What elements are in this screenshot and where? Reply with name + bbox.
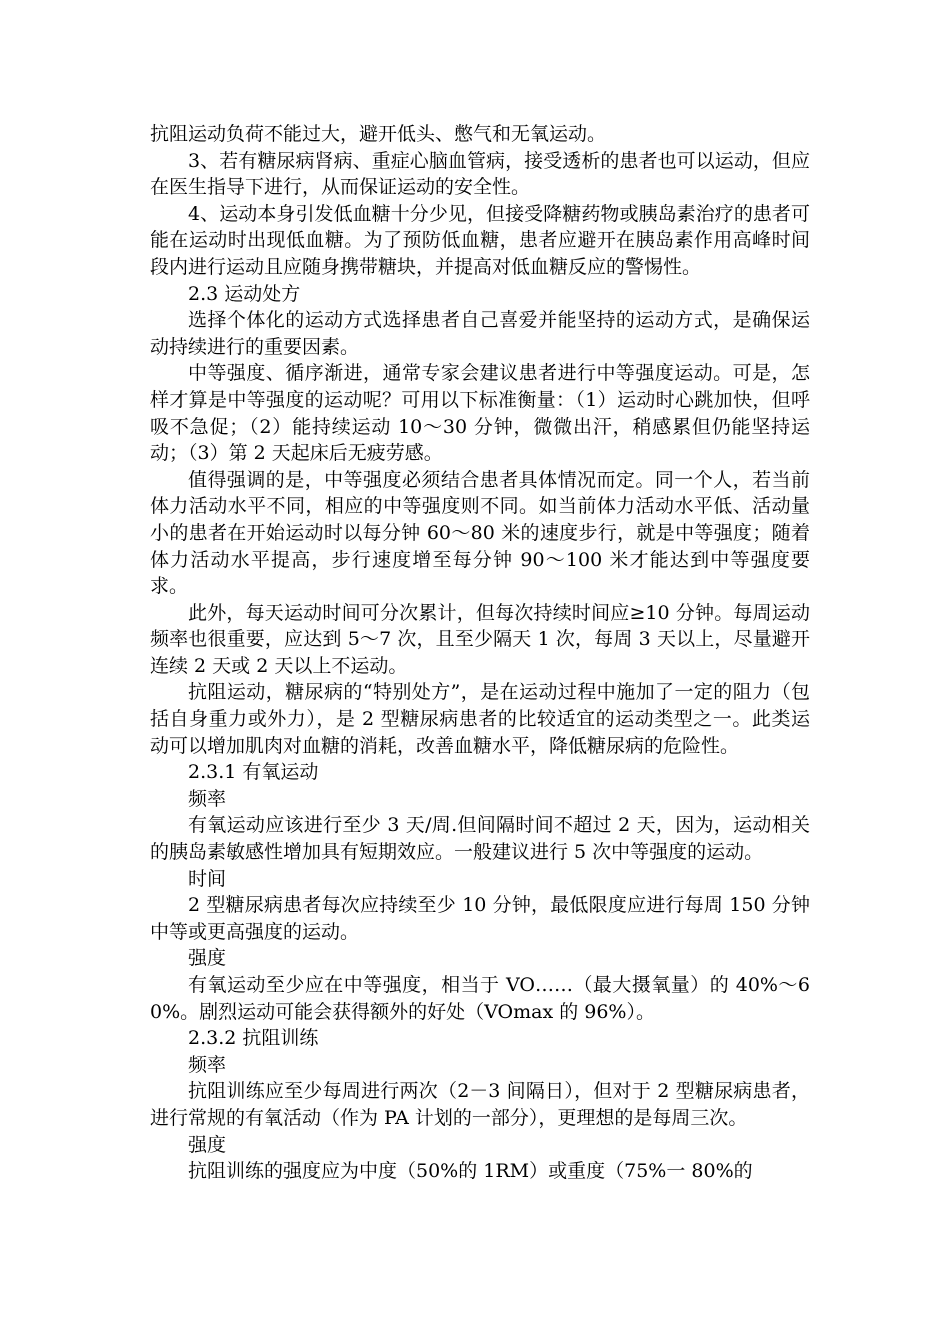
document-page	[150, 121, 810, 1185]
subheading: 强度	[188, 947, 227, 970]
subsection-heading: 2.3.1 有氧运动	[188, 761, 319, 784]
subsection-heading: 2.3.2 抗阻训练	[188, 1027, 319, 1050]
paragraph: 2 型糖尿病患者每次应持续至少 10 分钟，最低限度应进行每周 150 分钟中等或更高强度的运动。	[150, 894, 810, 943]
subheading: 强度	[188, 1133, 227, 1156]
paragraph: 值得强调的是，中等强度必须结合患者具体情况而定。同一个人，若当前体力活动水平不同，相应的中等强度则不同。如当前体力活动水平低、活动量小的患者在开始运动时以每分钟 60～80 米的速度步行，就是中等强度；随着体力活动水平提高，步行速度增至每分钟 90～100 米才能达到中等强度要求。	[150, 468, 810, 598]
paragraph: 抗阻训练应至少每周进行两次（2－3 间隔日），但对于 2 型糖尿病患者，进行常规的有氧活动（作为 PA 计划的一部分），更理想的是每周三次。	[150, 1080, 810, 1129]
paragraph: 选择个体化的运动方式选择患者自己喜爱并能坚持的运动方式，是确保运动持续进行的重要因素。	[150, 309, 810, 358]
paragraph: 此外，每天运动时间可分次累计，但每次持续时间应≥10 分钟。每周运动频率也很重要，应达到 5～7 次，且至少隔天 1 次，每周 3 天以上，尽量避开连续 2 天或 2 天以上不运动。	[150, 601, 810, 677]
subheading: 频率	[188, 787, 227, 810]
paragraph: 3、若有糖尿病肾病、重症心脑血管病，接受透析的患者也可以运动，但应在医生指导下进行，从而保证运动的安全性。	[150, 149, 810, 199]
section-heading: 2.3 运动处方	[188, 282, 301, 305]
paragraph: 抗阻运动，糖尿病的“特别处方”，是在运动过程中施加了一定的阻力（包括自身重力或外力），是 2 型糖尿病患者的比较适宜的运动类型之一。此类运动可以增加肌肉对血糖的消耗，改善血糖水平，降低糖尿病的危险性。	[150, 681, 810, 757]
paragraph: 有氧运动至少应在中等强度，相当于 VO……（最大摄氧量）的 40%～60%。剧烈运动可能会获得额外的好处（VOmax 的 96%）。	[150, 974, 810, 1023]
paragraph: 4、运动本身引发低血糖十分少见，但接受降糖药物或胰岛素治疗的患者可能在运动时出现低血糖。为了预防低血糖，患者应避开在胰岛素作用高峰时间段内进行运动且应随身携带糖块，并提高对低血糖反应的警惕性。	[150, 202, 810, 278]
subheading: 频率	[188, 1053, 227, 1076]
paragraph: 抗阻运动负荷不能过大，避开低头、憋气和无氧运动。	[150, 123, 607, 145]
paragraph: 中等强度、循序渐进，通常专家会建议患者进行中等强度运动。可是，怎样才算是中等强度的运动呢？可用以下标准衡量：（1）运动时心跳加快，但呼吸不急促；（2）能持续运动 10～30 分钟，微微出汗，稍感累但仍能坚持运动；（3）第 2 天起床后无疲劳感。	[150, 362, 810, 465]
subheading: 时间	[188, 867, 227, 890]
paragraph: 有氧运动应该进行至少 3 天/周.但间隔时间不超过 2 天，因为，运动相关的胰岛素敏感性增加具有短期效应。一般建议进行 5 次中等强度的运动。	[150, 814, 810, 864]
paragraph: 抗阻训练的强度应为中度（50%的 1RM）或重度（75%一 80%的	[188, 1160, 753, 1183]
